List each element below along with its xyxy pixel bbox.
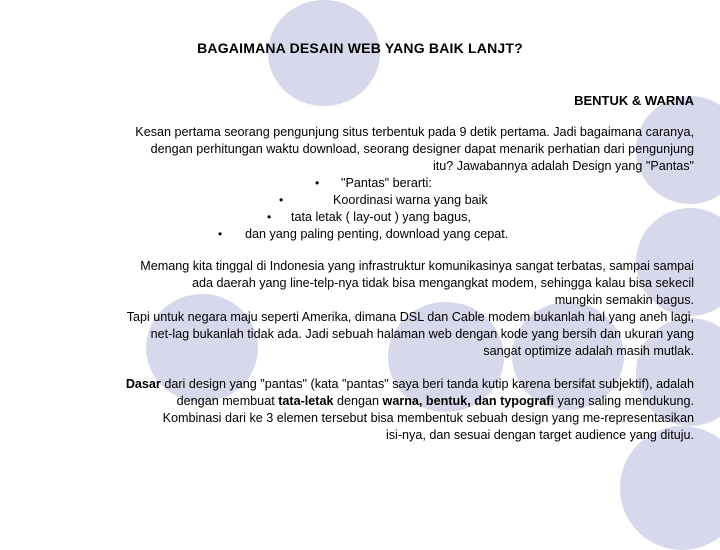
bullet-text: Koordinasi warna yang baik <box>333 193 488 207</box>
section-subtitle: BENTUK & WARNA <box>574 93 694 108</box>
bullet-icon: • <box>267 210 272 224</box>
paragraph-line: dengan perhitungan waktu download, seorang designer dapat menarik perhatian dari pengunjung <box>150 142 694 156</box>
text-run: dari design yang "pantas" (kata "pantas" saya beri tanda kutip karena bersifat subjektif), adalah <box>160 377 694 391</box>
paragraph-line: Memang kita tinggal di Indonesia yang infrastruktur komunikasinya sangat terbatas, sampai sampai <box>140 259 694 273</box>
bullet-icon: • <box>279 193 284 207</box>
text-run: dengan membuat <box>176 394 279 408</box>
bullet-item <box>218 226 509 243</box>
bullet-text: "Pantas" berarti: <box>341 176 432 190</box>
paragraph-line: ada daerah yang line-telp-nya tidak bisa mengangkat modem, sehingga kalau bisa sekecil <box>192 276 694 290</box>
bullet-text: dan yang paling penting, download yang cepat. <box>245 227 509 241</box>
bullet-item <box>279 192 488 209</box>
bold-term: tata-letak <box>278 394 334 408</box>
paragraph-line: net-lag bukanlah tidak ada. Jadi sebuah halaman web dengan kode yang bersih dan ukuran yang <box>150 327 694 341</box>
bullet-item <box>315 175 432 192</box>
text-run: yang saling mendukung. <box>553 394 694 408</box>
paragraph-line: itu? Jawabannya adalah Design yang "Pantas" <box>433 159 694 173</box>
paragraph-intro <box>34 124 694 175</box>
bold-term: warna, bentuk, dan typografi <box>382 394 554 408</box>
bullet-icon: • <box>315 176 320 190</box>
bullet-item <box>267 209 471 226</box>
bullet-icon: • <box>218 227 223 241</box>
paragraph-line: Kombinasi dari ke 3 elemen tersebut bisa membentuk sebuah design yang me-representasikan <box>162 411 694 425</box>
paragraph-infrastructure <box>34 258 694 360</box>
paragraph-line <box>34 376 694 393</box>
paragraph-design-basis <box>34 376 694 444</box>
paragraph-line: sangat optimize adalah masih mutlak. <box>483 344 694 358</box>
page-title: BAGAIMANA DESAIN WEB YANG BAIK LANJT? <box>197 40 523 56</box>
bullet-text: tata letak ( lay-out ) yang bagus, <box>291 210 471 224</box>
paragraph-line: Tapi untuk negara maju seperti Amerika, dimana DSL dan Cable modem bukanlah hal yang aneh lagi, <box>126 310 694 324</box>
paragraph-line: isi-nya, dan sesuai dengan target audience yang dituju. <box>385 428 694 442</box>
paragraph-line <box>34 393 694 410</box>
text-run: dengan <box>333 394 383 408</box>
paragraph-line: mungkin semakin bagus. <box>554 293 694 307</box>
bold-term: Dasar <box>125 377 161 391</box>
paragraph-line: Kesan pertama seorang pengunjung situs terbentuk pada 9 detik pertama. Jadi bagaimana caranya, <box>135 125 694 139</box>
